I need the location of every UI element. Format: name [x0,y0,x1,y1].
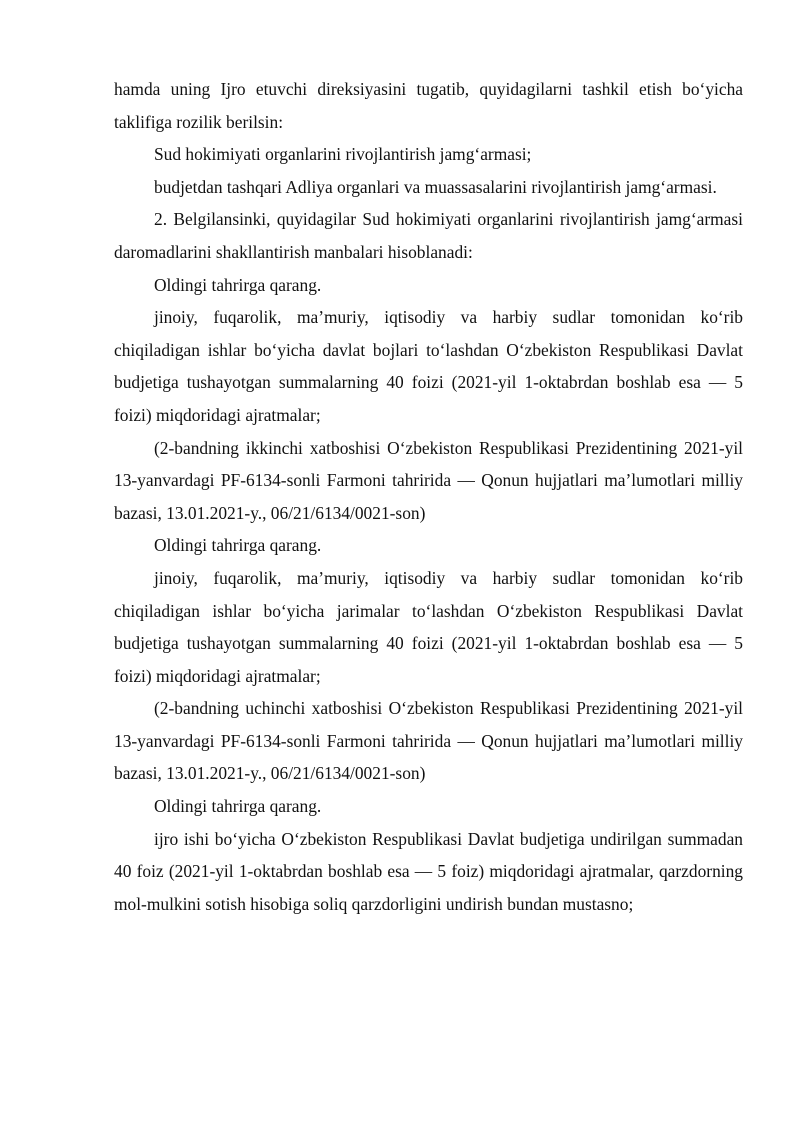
paragraph-item-2: 2. Belgilansinki, quyidagilar Sud hokimiyati organlarini rivojlantirish jamg‘armasi daromadlarini shakllantirish manbalari hisoblanadi: [114,209,743,262]
paragraph-fund-judiciary: Sud hokimiyati organlarini rivojlantirish jamg‘armasi; [154,144,532,165]
paragraph-amendment-note: (2-bandning ikkinchi xatboshisi O‘zbekiston Respublikasi Prezidentining 2021-yil 13-yanvardagi PF-6134-sonli Farmoni tahririda — Qonun hujjatlari ma’lumotlari milliy bazasi, 13.01.2021-y., 06/21/6134/0021-son) [114,437,743,523]
paragraph-amendment-note: (2-bandning uchinchi xatboshisi O‘zbekiston Respublikasi Prezidentining 2021-yil 13-yanvardagi PF-6134-sonli Farmoni tahririda — Qonun hujjatlari ma’lumotlari milliy bazasi, 13.01.2021-y., 06/21/6134/0021-son) [114,698,743,784]
previous-edition-link[interactable]: Oldingi tahrirga qarang. [154,796,322,817]
document-page [114,73,743,920]
paragraph-state-duties: jinoiy, fuqarolik, ma’muriy, iqtisodiy va harbiy sudlar tomonidan ko‘rib chiqiladigan ishlar bo‘yicha davlat bojlari to‘lashdan O‘zbekiston Respublikasi Davlat budjetiga tushayotgan summalarning 40 foizi (2021-yil 1-oktabrdan boshlab esa — 5 foizi) miqdoridagi ajratmalar; [114,307,743,425]
paragraph-fund-justice: budjetdan tashqari Adliya organlari va muassasalarini rivojlantirish jamg‘armasi. [154,176,717,197]
paragraph-continuation: hamda uning Ijro etuvchi direksiyasini tugatib, quyidagilarni tashkil etish bo‘yicha taklifiga rozilik berilsin: [114,79,743,132]
paragraph-fines: jinoiy, fuqarolik, ma’muriy, iqtisodiy va harbiy sudlar tomonidan ko‘rib chiqiladigan ishlar bo‘yicha jarimalar to‘lashdan O‘zbekiston Respublikasi Davlat budjetiga tushayotgan summalarning 40 foizi (2021-yil 1-oktabrdan boshlab esa — 5 foizi) miqdoridagi ajratmalar; [114,567,743,686]
previous-edition-link[interactable]: Oldingi tahrirga qarang. [154,274,322,295]
previous-edition-link[interactable]: Oldingi tahrirga qarang. [154,535,322,556]
paragraph-enforcement: ijro ishi bo‘yicha O‘zbekiston Respublikasi Davlat budjetiga undirilgan summadan 40 foiz (2021-yil 1-oktabrdan boshlab esa — 5 foiz) miqdoridagi ajratmalar, qarzdorning mol-mulkini sotish hisobiga soliq qarzdorligini undirish bundan mustasno; [114,828,743,914]
